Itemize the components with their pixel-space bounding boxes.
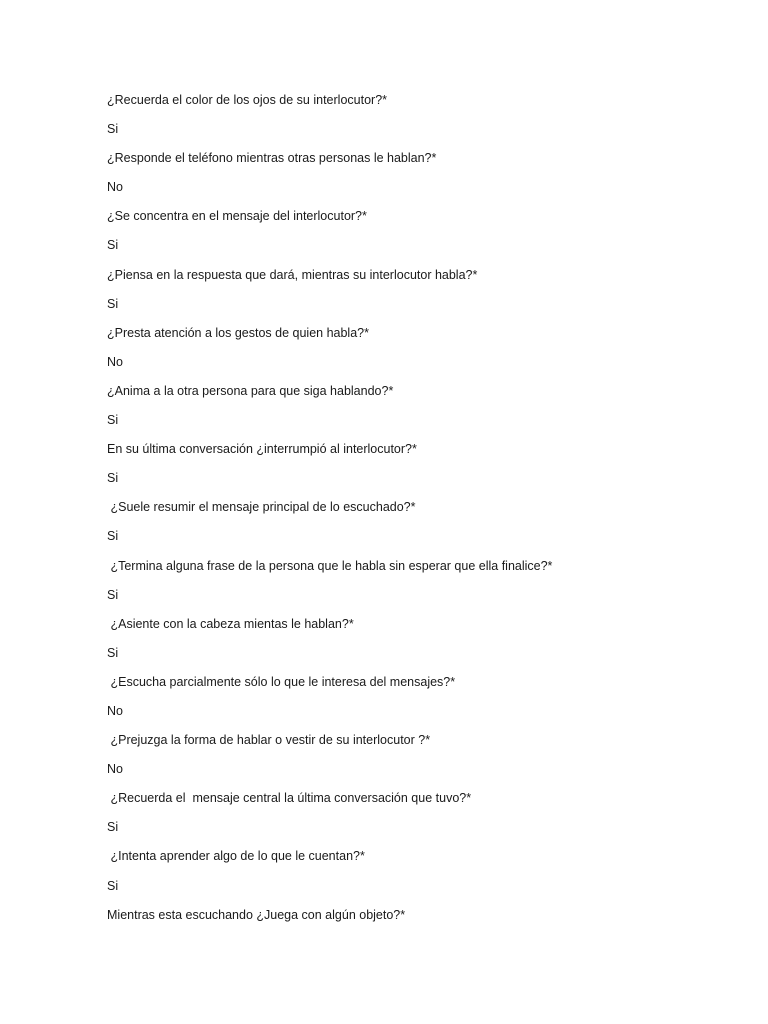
question-text: ¿Prejuzga la forma de hablar o vestir de su interlocutor ?*	[107, 733, 431, 748]
question-text: En su última conversación ¿interrumpió al interlocutor?*	[107, 442, 417, 457]
answer-text: Si	[107, 587, 119, 602]
answer-text: No	[107, 354, 123, 369]
question-text: ¿Recuerda el color de los ojos de su interlocutor?*	[107, 93, 388, 107]
question-text: Mientras esta escuchando ¿Juega con algún objeto?*	[107, 907, 406, 922]
answer-text: Si	[107, 471, 119, 486]
answer-text: No	[107, 180, 123, 195]
question-text: ¿Termina alguna frase de la persona que le habla sin esperar que ella finalice?*	[107, 558, 553, 573]
question-text: ¿Intenta aprender algo de lo que le cuentan?*	[107, 849, 365, 864]
question-text: ¿Presta atención a los gestos de quien habla?*	[107, 325, 369, 340]
answer-text: Si	[107, 820, 119, 835]
answer-text: Si	[107, 878, 119, 893]
answer-text: Si	[107, 296, 119, 311]
answer-text: Si	[107, 122, 119, 137]
question-text: ¿Anima a la otra persona para que siga hablando?*	[107, 383, 394, 398]
question-text: ¿Asiente con la cabeza mientas le hablan?*	[107, 616, 354, 631]
answer-text: Si	[107, 529, 119, 544]
answer-text: No	[107, 762, 123, 777]
questionnaire-body	[107, 89, 727, 933]
question-text: ¿Responde el teléfono mientras otras personas le hablan?*	[107, 151, 437, 166]
answer-text: No	[107, 703, 123, 718]
answer-text: Si	[107, 413, 119, 428]
question-text: ¿Piensa en la respuesta que dará, mientras su interlocutor habla?*	[107, 267, 478, 282]
question-text: ¿Se concentra en el mensaje del interlocutor?*	[107, 209, 367, 224]
answer-text: Si	[107, 238, 119, 253]
question-text: ¿Escucha parcialmente sólo lo que le interesa del mensajes?*	[107, 674, 456, 689]
question-text: ¿Suele resumir el mensaje principal de lo escuchado?*	[107, 500, 416, 515]
answer-text: Si	[107, 645, 119, 660]
question-text: ¿Recuerda el mensaje central la última conversación que tuvo?*	[107, 791, 472, 806]
